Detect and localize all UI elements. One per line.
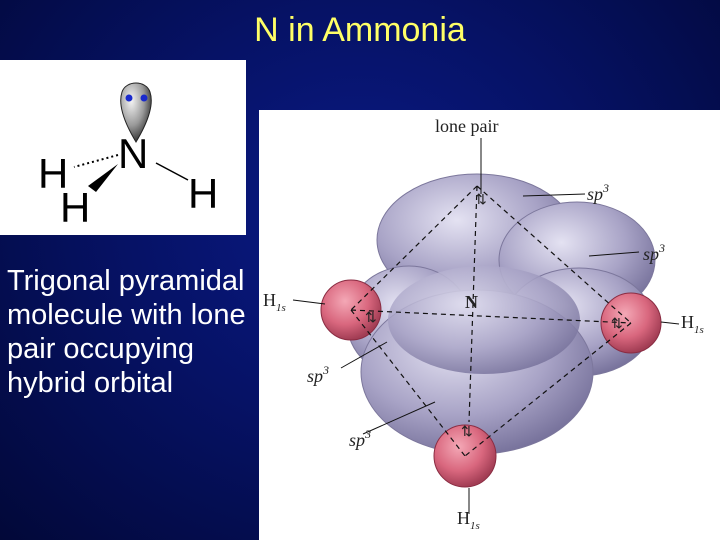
- nitrogen-label: N: [465, 292, 478, 312]
- orbital-figure-panel: [259, 110, 720, 540]
- h1s-label-right: $H_{1s}$: [681, 312, 704, 336]
- h1s-label-left: $H_{1s}$: [263, 290, 286, 314]
- lone-pair-electron: [141, 95, 148, 102]
- lone-pair-label: lone pair: [435, 116, 499, 136]
- spin-arrows-left: ⇅: [365, 311, 377, 326]
- atom-n: N: [118, 130, 149, 177]
- sp3-label-top: $sp^3$: [587, 181, 610, 204]
- sp3-label-back: $sp^3$: [643, 241, 666, 264]
- spin-arrows-lone-pair: ⇅: [475, 193, 487, 208]
- sp3-label-bottom: $sp^3$: [349, 427, 372, 450]
- lone-pair-electron: [126, 95, 133, 102]
- plain-bond: [156, 163, 188, 180]
- atom-h-right: H: [188, 170, 219, 217]
- description-text: Trigonal pyramidal molecule with lone pair occupying hybrid orbital: [7, 265, 246, 399]
- lewis-structure-diagram: [0, 60, 246, 235]
- dashed-bond: [74, 155, 118, 167]
- spin-arrows-bottom: ⇅: [461, 425, 473, 440]
- lewis-structure-panel: [0, 60, 246, 235]
- sp3-orbital-diagram: [259, 110, 720, 540]
- slide-title: N in Ammonia: [254, 11, 466, 49]
- h1s-label-bottom: $H_{1s}$: [457, 508, 480, 532]
- sp3-lobe-center: [388, 266, 580, 374]
- sp3-label-left: $sp^3$: [307, 363, 330, 386]
- wedge-bond: [88, 164, 118, 192]
- spin-arrows-right: ⇅: [611, 317, 623, 332]
- atom-h-bottom: H: [60, 184, 91, 231]
- atom-h-left: H: [38, 150, 69, 197]
